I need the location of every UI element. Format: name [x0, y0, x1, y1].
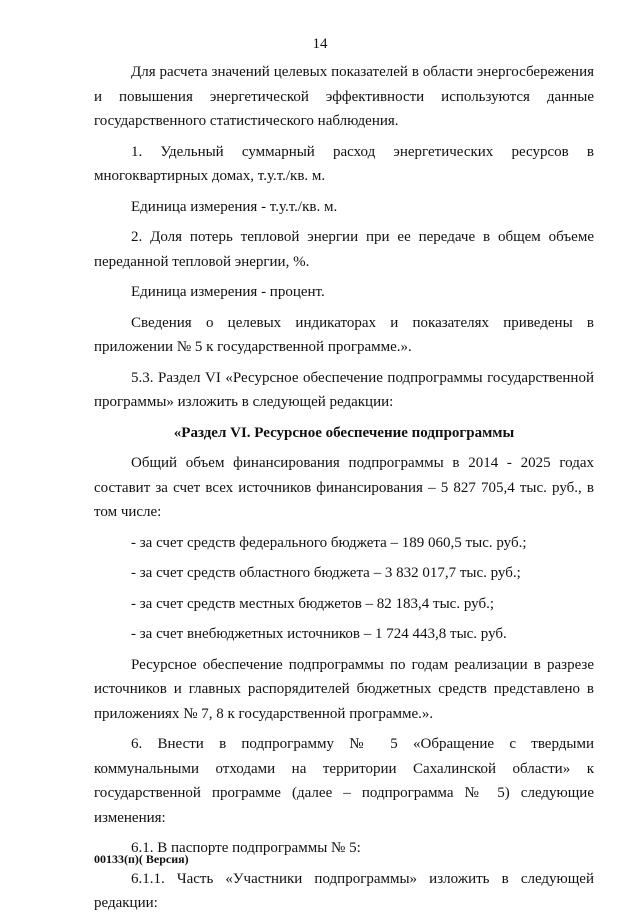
paragraph-section-6-1-1: 6.1.1. Часть «Участники подпрограммы» изложить в следующей редакции:: [94, 870, 594, 911]
paragraph-indicator-2: 2. Доля потерь тепловой энергии при ее передаче в общем объеме переданной тепловой энергии, %.: [94, 229, 594, 270]
section-heading: «Раздел VI. Ресурсное обеспечение подпрограммы: [173, 424, 515, 441]
page-number: 14: [312, 36, 328, 52]
document-body: [94, 60, 594, 922]
list-item-federal-budget: - за счет средств федерального бюджета – 189 060,5 тыс. руб.;: [131, 534, 527, 551]
paragraph-statistics-intro: Для расчета значений целевых показателей в области энергосбережения и повышения энергетической эффективности используются данные государственного статистического наблюдения.: [94, 64, 594, 129]
paragraph-unit-1: Единица измерения - т.у.т./кв. м.: [131, 198, 338, 215]
document-footer: 00133(п)( Версия): [94, 852, 189, 866]
paragraph-unit-2: Единица измерения - процент.: [131, 284, 325, 300]
paragraph-section-6-1: 6.1. В паспорте подпрограммы № 5:: [131, 840, 361, 856]
paragraph-section-5-3: 5.3. Раздел VI «Ресурсное обеспечение подпрограммы государственной программы» изложить в следующей редакции:: [94, 369, 594, 410]
paragraph-indicator-1: 1. Удельный суммарный расход энергетических ресурсов в многоквартирных домах, т.у.т./кв. м.: [94, 143, 594, 184]
list-item-extrabudgetary: - за счет внебюджетных источников – 1 724 443,8 тыс. руб.: [131, 626, 507, 642]
paragraph-resource-by-year: Ресурсное обеспечение подпрограммы по годам реализации в разрезе источников и главных распорядителей бюджетных средств представлено в приложениях № 7, 8 к государственной программе.».: [94, 656, 594, 722]
list-item-regional-budget: - за счет средств областного бюджета – 3 832 017,7 тыс. руб.;: [131, 565, 521, 581]
list-item-local-budget: - за счет средств местных бюджетов – 82 183,4 тыс. руб.;: [131, 595, 494, 612]
paragraph-funding-total: Общий объем финансирования подпрограммы в 2014 - 2025 годах составит за счет всех источников финансирования – 5 827 705,4 тыс. руб., в том числе:: [94, 455, 594, 520]
paragraph-section-6: 6. Внести в подпрограмму № 5 «Обращение с твердыми коммунальными отходами на территории Сахалинской области» к государственной программе (далее – подпрограмма № 5) следующие изменения:: [94, 736, 594, 826]
paragraph-appendix-reference: Сведения о целевых индикаторах и показателях приведены в приложении № 5 к государственной программе.».: [94, 314, 594, 355]
